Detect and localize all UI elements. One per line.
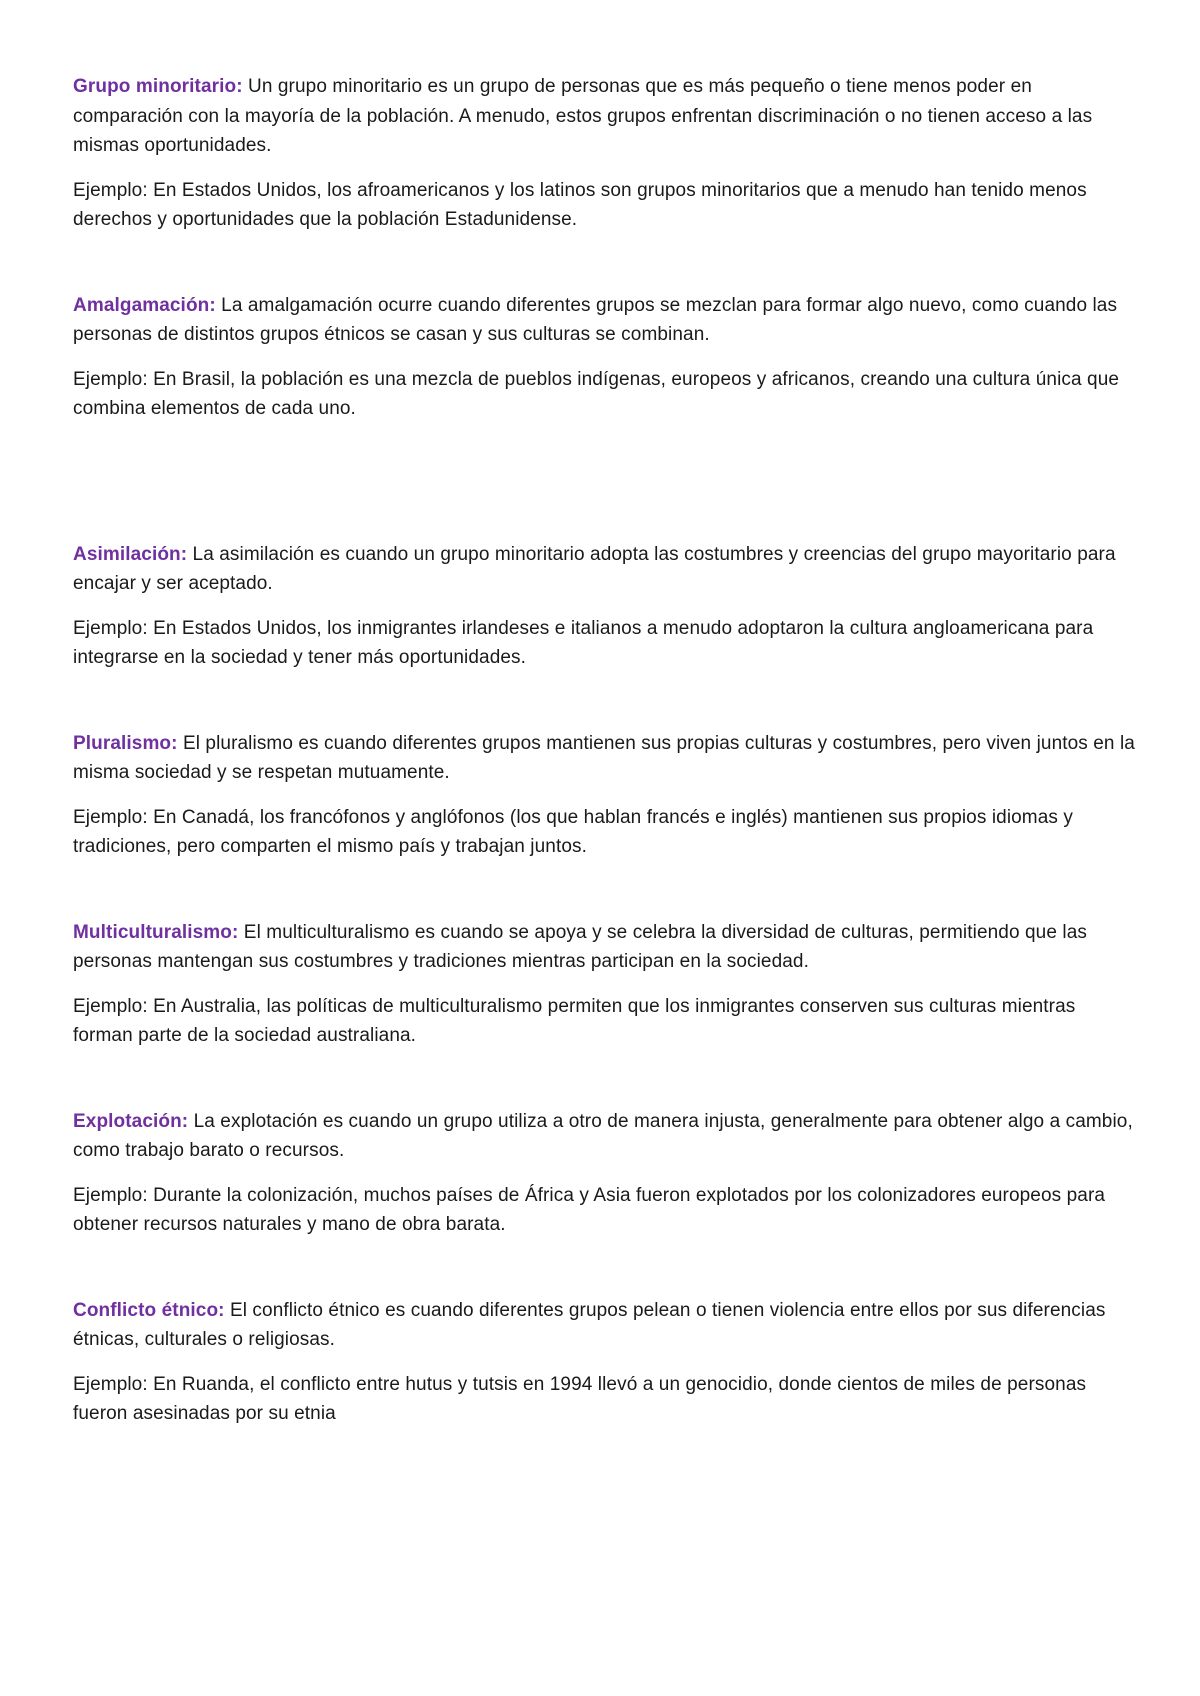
example-paragraph: Ejemplo: En Ruanda, el conflicto entre hutus y tutsis en 1994 llevó a un genocidio, donde cientos de miles de personas fueron asesinadas por su etnia — [73, 1373, 1087, 1424]
section-pluralismo — [73, 729, 1138, 862]
definition-text: El conflicto étnico es cuando diferentes grupos pelean o tienen violencia entre ellos por sus diferencias étnicas, culturales o religiosas. — [73, 1299, 1106, 1350]
definition-paragraph — [73, 1107, 1138, 1166]
section-amalgamacion — [73, 291, 1138, 424]
definition-paragraph — [73, 729, 1138, 788]
definition-paragraph — [73, 72, 1138, 161]
definition-paragraph — [73, 918, 1138, 977]
definition-text: El pluralismo es cuando diferentes grupos mantienen sus propias culturas y costumbres, pero viven juntos en la misma sociedad y se respetan mutuamente. — [73, 732, 1135, 783]
definition-text: La amalgamación ocurre cuando diferentes grupos se mezclan para formar algo nuevo, como cuando las personas de distintos grupos étnicos se casan y sus culturas se combinan. — [73, 294, 1118, 345]
section-grupo-minoritario — [73, 72, 1138, 235]
definition-paragraph — [73, 540, 1138, 599]
example-paragraph: Ejemplo: En Brasil, la población es una mezcla de pueblos indígenas, europeos y africanos, creando una cultura única que combina elementos de cada uno. — [73, 368, 1120, 419]
section-explotacion — [73, 1107, 1138, 1240]
section-asimilacion — [73, 540, 1138, 673]
term-label: Asimilación: — [73, 543, 188, 565]
definition-paragraph — [73, 291, 1138, 350]
definition-paragraph — [73, 1296, 1138, 1355]
term-label: Grupo minoritario: — [73, 76, 243, 97]
example-paragraph: Ejemplo: En Estados Unidos, los afroamericanos y los latinos son grupos minoritarios que a menudo han tenido menos derechos y oportunidades que la población Estadunidense. — [73, 179, 1087, 230]
section-conflicto-etnico — [73, 1296, 1138, 1429]
term-label: Pluralismo: — [73, 732, 178, 754]
example-paragraph: Ejemplo: En Estados Unidos, los inmigrantes irlandeses e italianos a menudo adoptaron la cultura angloamericana para integrarse en la sociedad y tener más oportunidades. — [73, 617, 1094, 668]
definition-text: La explotación es cuando un grupo utiliza a otro de manera injusta, generalmente para obtener algo a cambio, como trabajo barato o recursos. — [73, 1110, 1133, 1161]
example-paragraph: Ejemplo: En Australia, las políticas de multiculturalismo permiten que los inmigrantes conserven sus culturas mientras forman parte de la sociedad australiana. — [73, 995, 1076, 1046]
definition-text: La asimilación es cuando un grupo minoritario adopta las costumbres y creencias del grupo mayoritario para encajar y ser aceptado. — [73, 543, 1116, 594]
term-label: Multiculturalismo: — [73, 921, 239, 943]
definition-text: Un grupo minoritario es un grupo de personas que es más pequeño o tiene menos poder en comparación con la mayoría de la población. A menudo, estos grupos enfrentan discriminación o no tienen acceso a las mismas oportunidades. — [73, 76, 1093, 156]
term-label: Conflicto étnico: — [73, 1299, 225, 1321]
example-paragraph: Ejemplo: En Canadá, los francófonos y anglófonos (los que hablan francés e inglés) mantienen sus propios idiomas y tradiciones, pero comparten el mismo país y trabajan juntos. — [73, 806, 1073, 857]
term-label: Amalgamación: — [73, 294, 216, 316]
definition-text: El multiculturalismo es cuando se apoya y se celebra la diversidad de culturas, permitiendo que las personas mantengan sus costumbres y tradiciones mientras participan en la sociedad. — [73, 921, 1087, 972]
section-multiculturalismo — [73, 918, 1138, 1051]
term-label: Explotación: — [73, 1110, 189, 1132]
example-paragraph: Ejemplo: Durante la colonización, muchos países de África y Asia fueron explotados por los colonizadores europeos para obtener recursos naturales y mano de obra barata. — [73, 1184, 1106, 1235]
document-page — [73, 72, 1138, 1429]
